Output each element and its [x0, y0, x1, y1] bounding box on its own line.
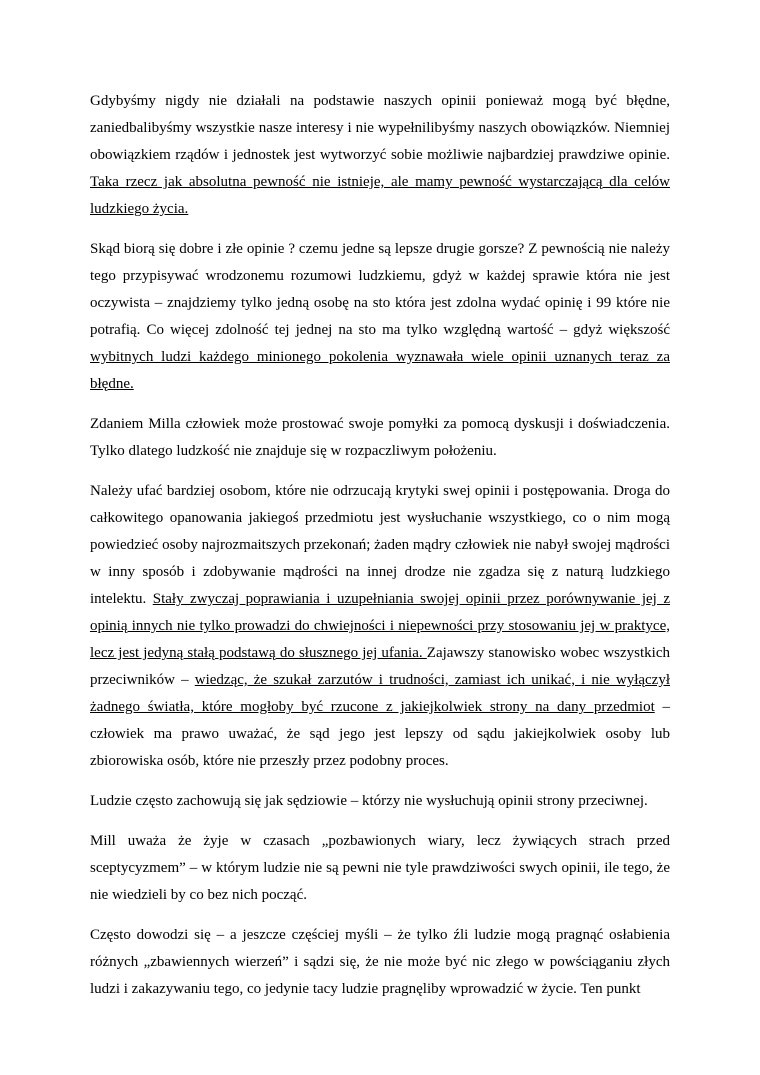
text-segment: Zdaniem Milla człowiek może prostować swoje pomyłki za pomocą dyskusji i doświadczenia. Tylko dlatego ludzkość nie znajduje się w rozpaczliwym położeniu.	[90, 416, 670, 459]
text-segment: Należy ufać bardziej osobom, które nie odrzucają krytyki swej opinii i postępowania. Droga do całkowitego opanowania jakiegoś przedmiotu jest wysłuchanie wszystkiego, co o nim mogą powiedzieć osoby najrozmaitszych przekonań; żaden mądry człowiek nie nabył swojej mądrości w inny sposób i zdobywanie mądrości na innej drodze nie zgadza się z naturą ludzkiego intelektu.	[90, 483, 670, 607]
text-segment: Często dowodzi się – a jeszcze częściej myśli – że tylko źli ludzie mogą pragnąć osłabienia różnych „zbawiennych wierzeń” i sądzi się, że nie może być nic złego w powściąganiu złych ludzi i zakazywaniu tego, co jedynie tacy ludzie pragnęliby wprowadzić w życie. Ten punkt	[90, 927, 670, 997]
paragraph-6	[90, 828, 670, 909]
text-segment-underlined: Stały zwyczaj poprawiania i uzupełniania swojej opinii przez porównywanie jej z opinią innych nie tylko prowadzi do chwiejności i niepewności przy stosowaniu jej w praktyce, lecz jest jedyną stałą podstawą do słusznego jej ufania.	[90, 591, 670, 661]
paragraph-4	[90, 478, 670, 775]
text-segment: Zajawszy stanowisko wobec wszystkich przeciwników –	[90, 645, 670, 688]
paragraph-1	[90, 88, 670, 223]
text-segment-underlined: wiedząc, że szukał zarzutów i trudności, zamiast ich unikać, i nie wyłączył żadnego światła, które mogłoby być rzucone z jakiejkolwiek strony na dany przedmiot	[90, 672, 671, 715]
text-segment: Mill uważa że żyje w czasach „pozbawionych wiary, lecz żywiących strach przed sceptycyzmem” – w którym ludzie nie są pewni nie tyle prawdziwości swych opinii, ile tego, że nie wiedzieli by co bez nich począć.	[90, 833, 670, 903]
text-segment-underlined: Taka rzecz jak absolutna pewność nie istnieje, ale mamy pewność wystarczającą dla celów ludzkiego życia.	[90, 174, 670, 217]
text-segment: – człowiek ma prawo uważać, że sąd jego jest lepszy od sądu jakiejkolwiek osoby lub zbiorowiska osób, które nie przeszły przez podobny proces.	[90, 699, 671, 769]
text-segment: Skąd biorą się dobre i złe opinie ? czemu jedne są lepsze drugie gorsze? Z pewnością nie należy tego przypisywać wrodzonemu rozumowi ludzkiemu, gdyż w każdej sprawie która nie jest oczywista – znajdziemy tylko jedną osobę na sto która jest zdolna wydać opinię i 99 które nie potrafią. Co więcej zdolność tej jednej na sto ma tylko względną wartość – gdyż większość	[90, 241, 670, 338]
text-segment: Ludzie często zachowują się jak sędziowie – którzy nie wysłuchują opinii strony przeciwnej.	[90, 793, 648, 809]
paragraph-3	[90, 411, 670, 465]
paragraph-7	[90, 922, 670, 1003]
text-segment: Gdybyśmy nigdy nie działali na podstawie naszych opinii ponieważ mogą być błędne, zaniedbalibyśmy wszystkie nasze interesy i nie wypełnilibyśmy naszych obowiązków. Niemniej obowiązkiem rządów i jednostek jest wytworzyć sobie możliwie najbardziej prawdziwe opinie.	[90, 93, 670, 163]
text-segment-underlined: wybitnych ludzi każdego minionego pokolenia wyznawała wiele opinii uznanych teraz za błędne.	[90, 349, 670, 392]
paragraph-2	[90, 236, 670, 398]
paragraph-5	[90, 788, 670, 815]
